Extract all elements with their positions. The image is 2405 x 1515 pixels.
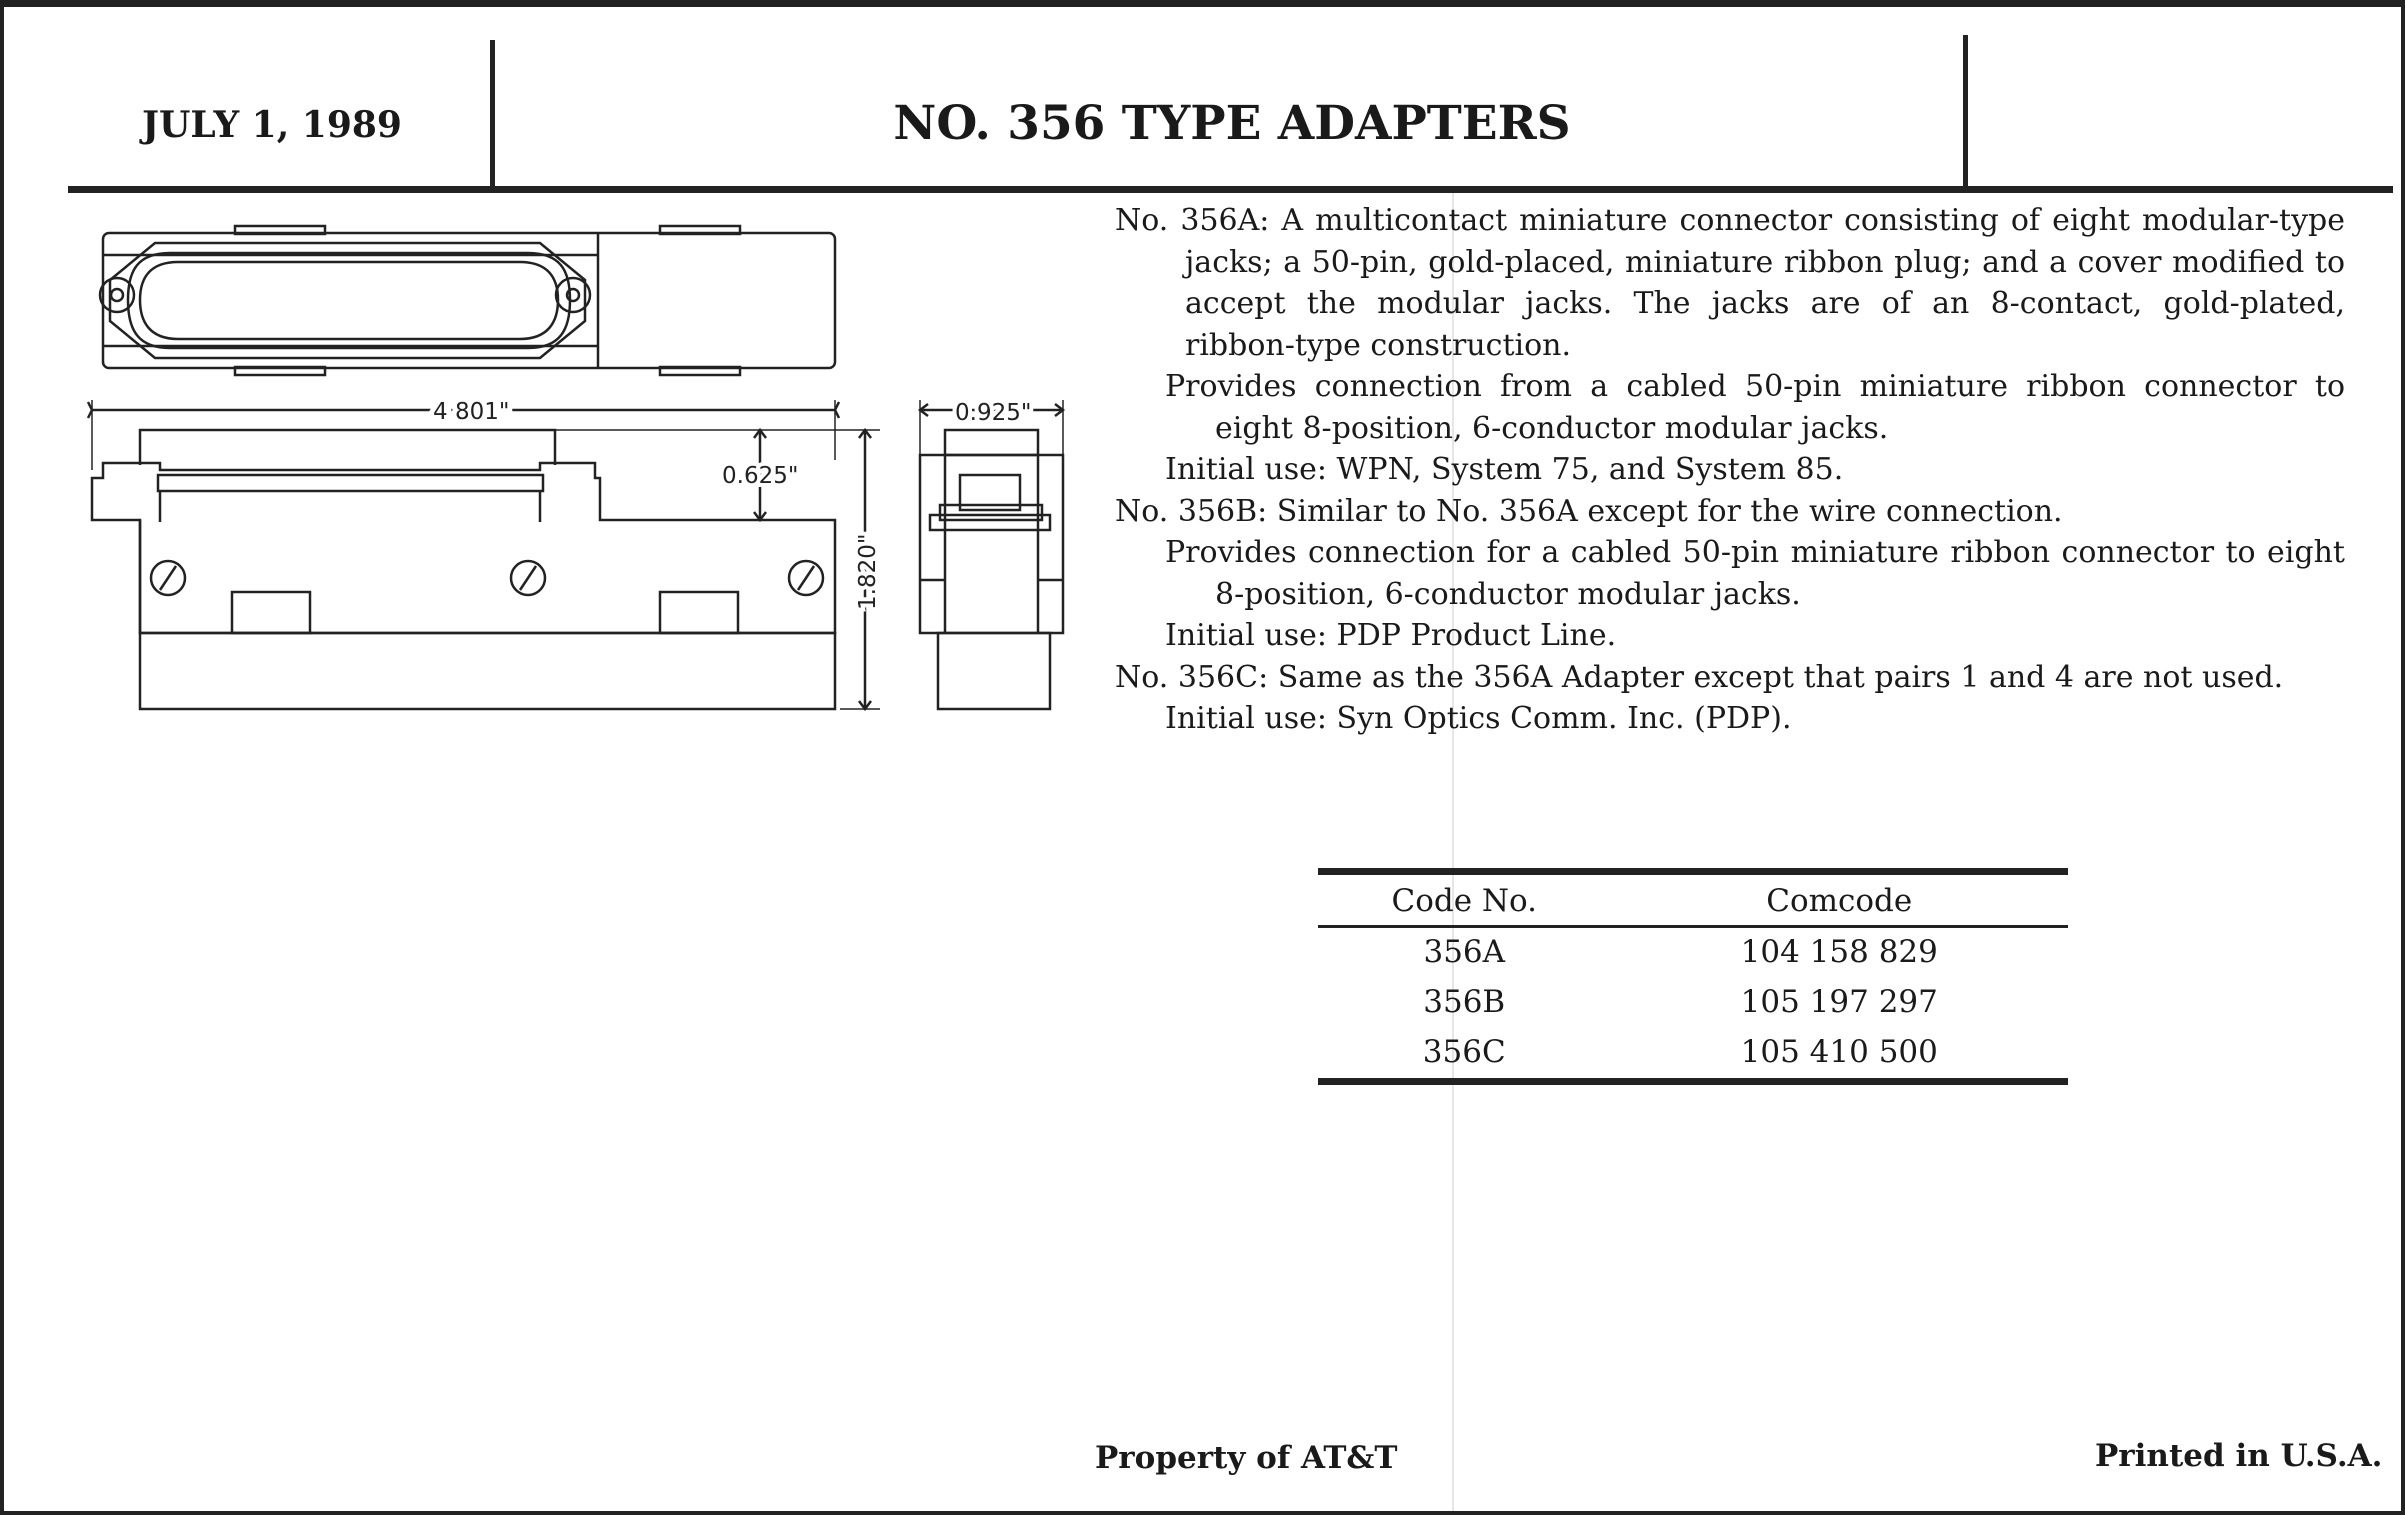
desc-356a: No. 356A: A multicontact miniature connector consisting of eight modular-type jacks; a 50-pin, gold-placed, miniature ribbon plug; and a cover modified to accept the modular jacks. The jacks are of an 8-contact, gold-plated, ribbon-type construction. xyxy=(1115,203,2345,363)
desc-356b-use: Initial use: PDP Product Line. xyxy=(1165,618,1617,653)
comcode-cell: 105 197 297 xyxy=(1740,984,1938,1020)
code-cell: 356C xyxy=(1422,1034,1506,1070)
table-row xyxy=(1318,928,2068,978)
code-cell: 356A xyxy=(1423,934,1506,970)
desc-356b: No. 356B: Similar to No. 356A except for the wire connection. xyxy=(1115,493,2063,529)
comcode-cell: 104 158 829 xyxy=(1740,934,1938,970)
desc-356c-use: Initial use: Syn Optics Comm. Inc. (PDP). xyxy=(1165,701,1792,736)
property-notice: Property of AT&T xyxy=(1095,1440,1398,1476)
dim-width-label: 4 801" xyxy=(433,399,510,425)
code-cell: 356B xyxy=(1423,984,1506,1020)
issue-date: JULY 1, 1989 xyxy=(142,104,402,146)
desc-356a-provides: Provides connection from a cabled 50-pin miniature ribbon connector to eight 8-position, 6-conductor modular jacks. xyxy=(1165,369,2345,446)
table-top-rule xyxy=(1318,868,2068,875)
table-bottom-rule xyxy=(1318,1078,2068,1085)
table-row xyxy=(1318,978,2068,1028)
top-view xyxy=(100,226,835,375)
desc-356b-provides: Provides connection for a cabled 50-pin miniature ribbon connector to eight 8-position, 6-conductor modular jacks. xyxy=(1165,535,2345,612)
side-view xyxy=(920,400,1063,709)
comcode-table xyxy=(1318,868,2068,1085)
description xyxy=(1115,200,2345,740)
desc-356c: No. 356C: Same as the 356A Adapter except that pairs 1 and 4 are not used. xyxy=(1115,659,2284,695)
desc-356a-use: Initial use: WPN, System 75, and System 85. xyxy=(1165,452,1844,487)
dim-height-label: 1.820" xyxy=(855,533,881,610)
printed-notice: Printed in U.S.A. xyxy=(2095,1438,2383,1474)
front-view xyxy=(88,400,880,709)
dim-offset-label: 0.625" xyxy=(722,463,799,489)
dim-side-width-label: 0.925" xyxy=(955,400,1032,426)
comcode-cell: 105 410 500 xyxy=(1740,1034,1938,1070)
page-title: NO. 356 TYPE ADAPTERS xyxy=(893,96,1571,151)
col-code-header: Code No. xyxy=(1391,883,1538,919)
connector-drawing xyxy=(0,0,1100,730)
table-header-row xyxy=(1318,875,2068,925)
col-comcode-header: Comcode xyxy=(1766,883,1913,919)
table-row xyxy=(1318,1028,2068,1078)
